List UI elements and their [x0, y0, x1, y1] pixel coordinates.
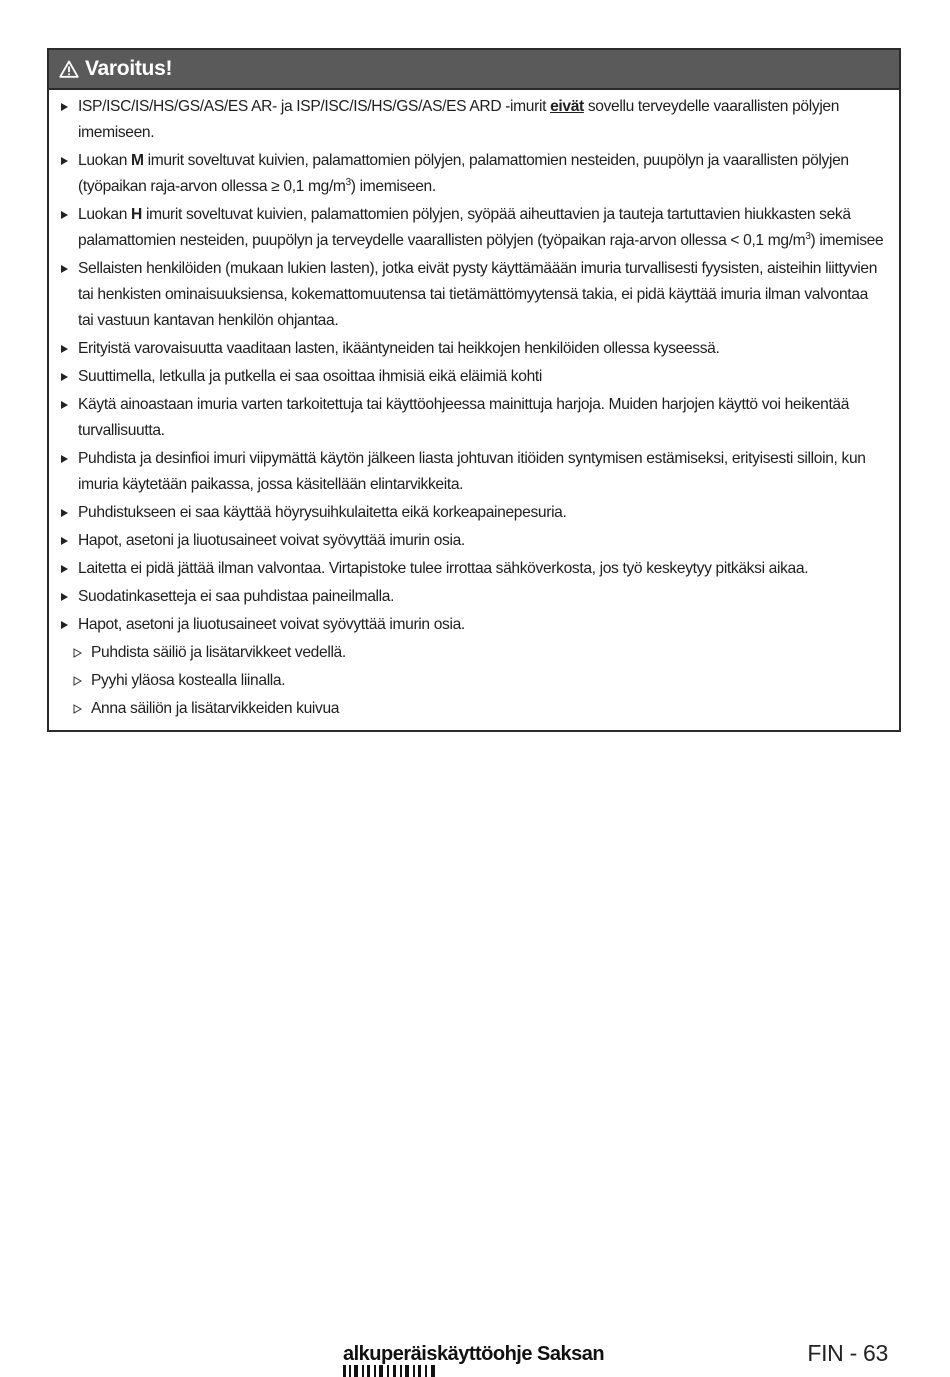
item-text: imurit soveltuvat kuivien, palamattomien pölyjen, syöpää aiheuttavien ja tauteja tartuttavien hiukkasten sekä palamattomien nesteiden, puupölyn ja terveydelle vaarallisten pölyjen (työpaikan raja-arvon ollessa < 0,1 mg/m [78, 206, 851, 249]
item-text: Hapot, asetoni ja liuotusaineet voivat syövyttää imurin osia. [78, 616, 465, 633]
item-text: Pyyhi yläosa kostealla liinalla. [91, 672, 286, 689]
warning-list-item [49, 528, 887, 554]
item-text: Suodatinkasetteja ei saa puhdistaa paineilmalla. [78, 588, 395, 605]
item-text: Anna säiliön ja lisätarvikkeiden kuivua [91, 700, 340, 717]
warning-title: Varoitus! [85, 57, 173, 80]
open-triangle-bullet-icon [73, 704, 82, 714]
warning-list-item [49, 148, 887, 200]
triangle-bullet-icon [61, 537, 68, 545]
warning-list-item [49, 640, 887, 666]
triangle-bullet-icon [61, 103, 68, 111]
warning-list-item [49, 256, 887, 334]
item-text: 3 [805, 230, 811, 242]
warning-list-item [49, 392, 887, 444]
warning-list-item [49, 500, 887, 526]
warning-list-item [49, 446, 887, 498]
page-number: FIN - 63 [807, 1340, 888, 1366]
warning-list-item [49, 668, 887, 694]
triangle-bullet-icon [61, 157, 68, 165]
item-text: ) imemisee [810, 232, 884, 249]
triangle-bullet-icon [61, 401, 68, 409]
triangle-bullet-icon [61, 373, 68, 381]
triangle-bullet-icon [61, 593, 68, 601]
triangle-bullet-icon [61, 509, 68, 517]
item-text: Puhdista säiliö ja lisätarvikkeet vedellä. [91, 644, 346, 661]
warning-list-item [49, 336, 887, 362]
item-text: 3 [345, 176, 351, 188]
item-text: Suuttimella, letkulla ja putkella ei saa osoittaa ihmisiä eikä eläimiä kohti [78, 368, 542, 385]
warning-header [49, 50, 899, 90]
item-text: Puhdistukseen ei saa käyttää höyrysuihkulaitetta eikä korkeapainepesuria. [78, 504, 567, 521]
triangle-bullet-icon [61, 211, 68, 219]
item-text: ISP/ISC/IS/HS/GS/AS/ES AR- ja ISP/ISC/IS/HS/GS/AS/ES ARD -imurit [78, 98, 551, 115]
item-text: Sellaisten henkilöiden (mukaan lukien lasten), jotka eivät pysty käyttämäään imuria turvallisesti fyysisten, aisteihin liittyvien tai henkisten ominaisuuksiensa, kokemattomuutensa tai tietämättömyytensä takia, ei pidä käyttää imuria ilman valvontaa tai vastuun kantavan henkilön ohjantaa. [78, 260, 878, 329]
item-text: Hapot, asetoni ja liuotusaineet voivat syövyttää imurin osia. [78, 532, 465, 549]
triangle-bullet-icon [61, 565, 68, 573]
item-text: Erityistä varovaisuutta vaaditaan lasten, ikääntyneiden tai heikkojen henkilöiden ollessa kyseessä. [78, 340, 720, 357]
item-text: H [131, 206, 142, 223]
item-text: Käytä ainoastaan imuria varten tarkoitettuja tai käyttöohjeessa mainittuja harjoja. Muiden harjojen käyttö voi heikentää turvallisuutta. [78, 396, 850, 439]
item-text: eivät [550, 98, 584, 115]
item-text: Luokan [78, 152, 132, 169]
triangle-bullet-icon [61, 621, 68, 629]
warning-list-item [49, 584, 887, 610]
item-text: imurit soveltuvat kuivien, palamattomien pölyjen, palamattomien nesteiden, puupölyn ja vaarallisten pölyjen (työpaikan raja-arvon ollessa ≥ 0,1 mg/m [78, 152, 849, 195]
warning-triangle-icon [59, 60, 79, 78]
warning-list-item [49, 364, 887, 390]
item-text: Laitetta ei pidä jättää ilman valvontaa. Virtapistoke tulee irrottaa sähköverkosta, jos työ keskeytyy pitkäksi aikaa. [78, 560, 809, 577]
warning-box [47, 48, 901, 732]
warning-list-item [49, 696, 887, 722]
warning-list-item [49, 94, 887, 146]
item-text: sovellu terveydelle vaarallisten pölyjen imemiseen. [78, 98, 840, 141]
open-triangle-bullet-icon [73, 648, 82, 658]
triangle-bullet-icon [61, 345, 68, 353]
item-text: Luokan [78, 206, 132, 223]
warning-list-item [49, 556, 887, 582]
footer-document-label: alkuperäiskäyttöohje Saksan [343, 1343, 605, 1365]
triangle-bullet-icon [61, 265, 68, 273]
item-text: M [131, 152, 144, 169]
item-text: Puhdista ja desinfioi imuri viipymättä käytön jälkeen liasta johtuvan itiöiden syntymisen estämiseksi, erityisesti silloin, kun imuria käytetään paikassa, jossa käsitellään elintarvikkeita. [78, 450, 866, 493]
open-triangle-bullet-icon [73, 676, 82, 686]
warning-list-item [49, 612, 887, 638]
triangle-bullet-icon [61, 455, 68, 463]
item-text: ) imemiseen. [350, 178, 436, 195]
warning-list-item [49, 202, 887, 254]
barcode-graphic [343, 1365, 438, 1377]
warning-list [49, 90, 899, 730]
